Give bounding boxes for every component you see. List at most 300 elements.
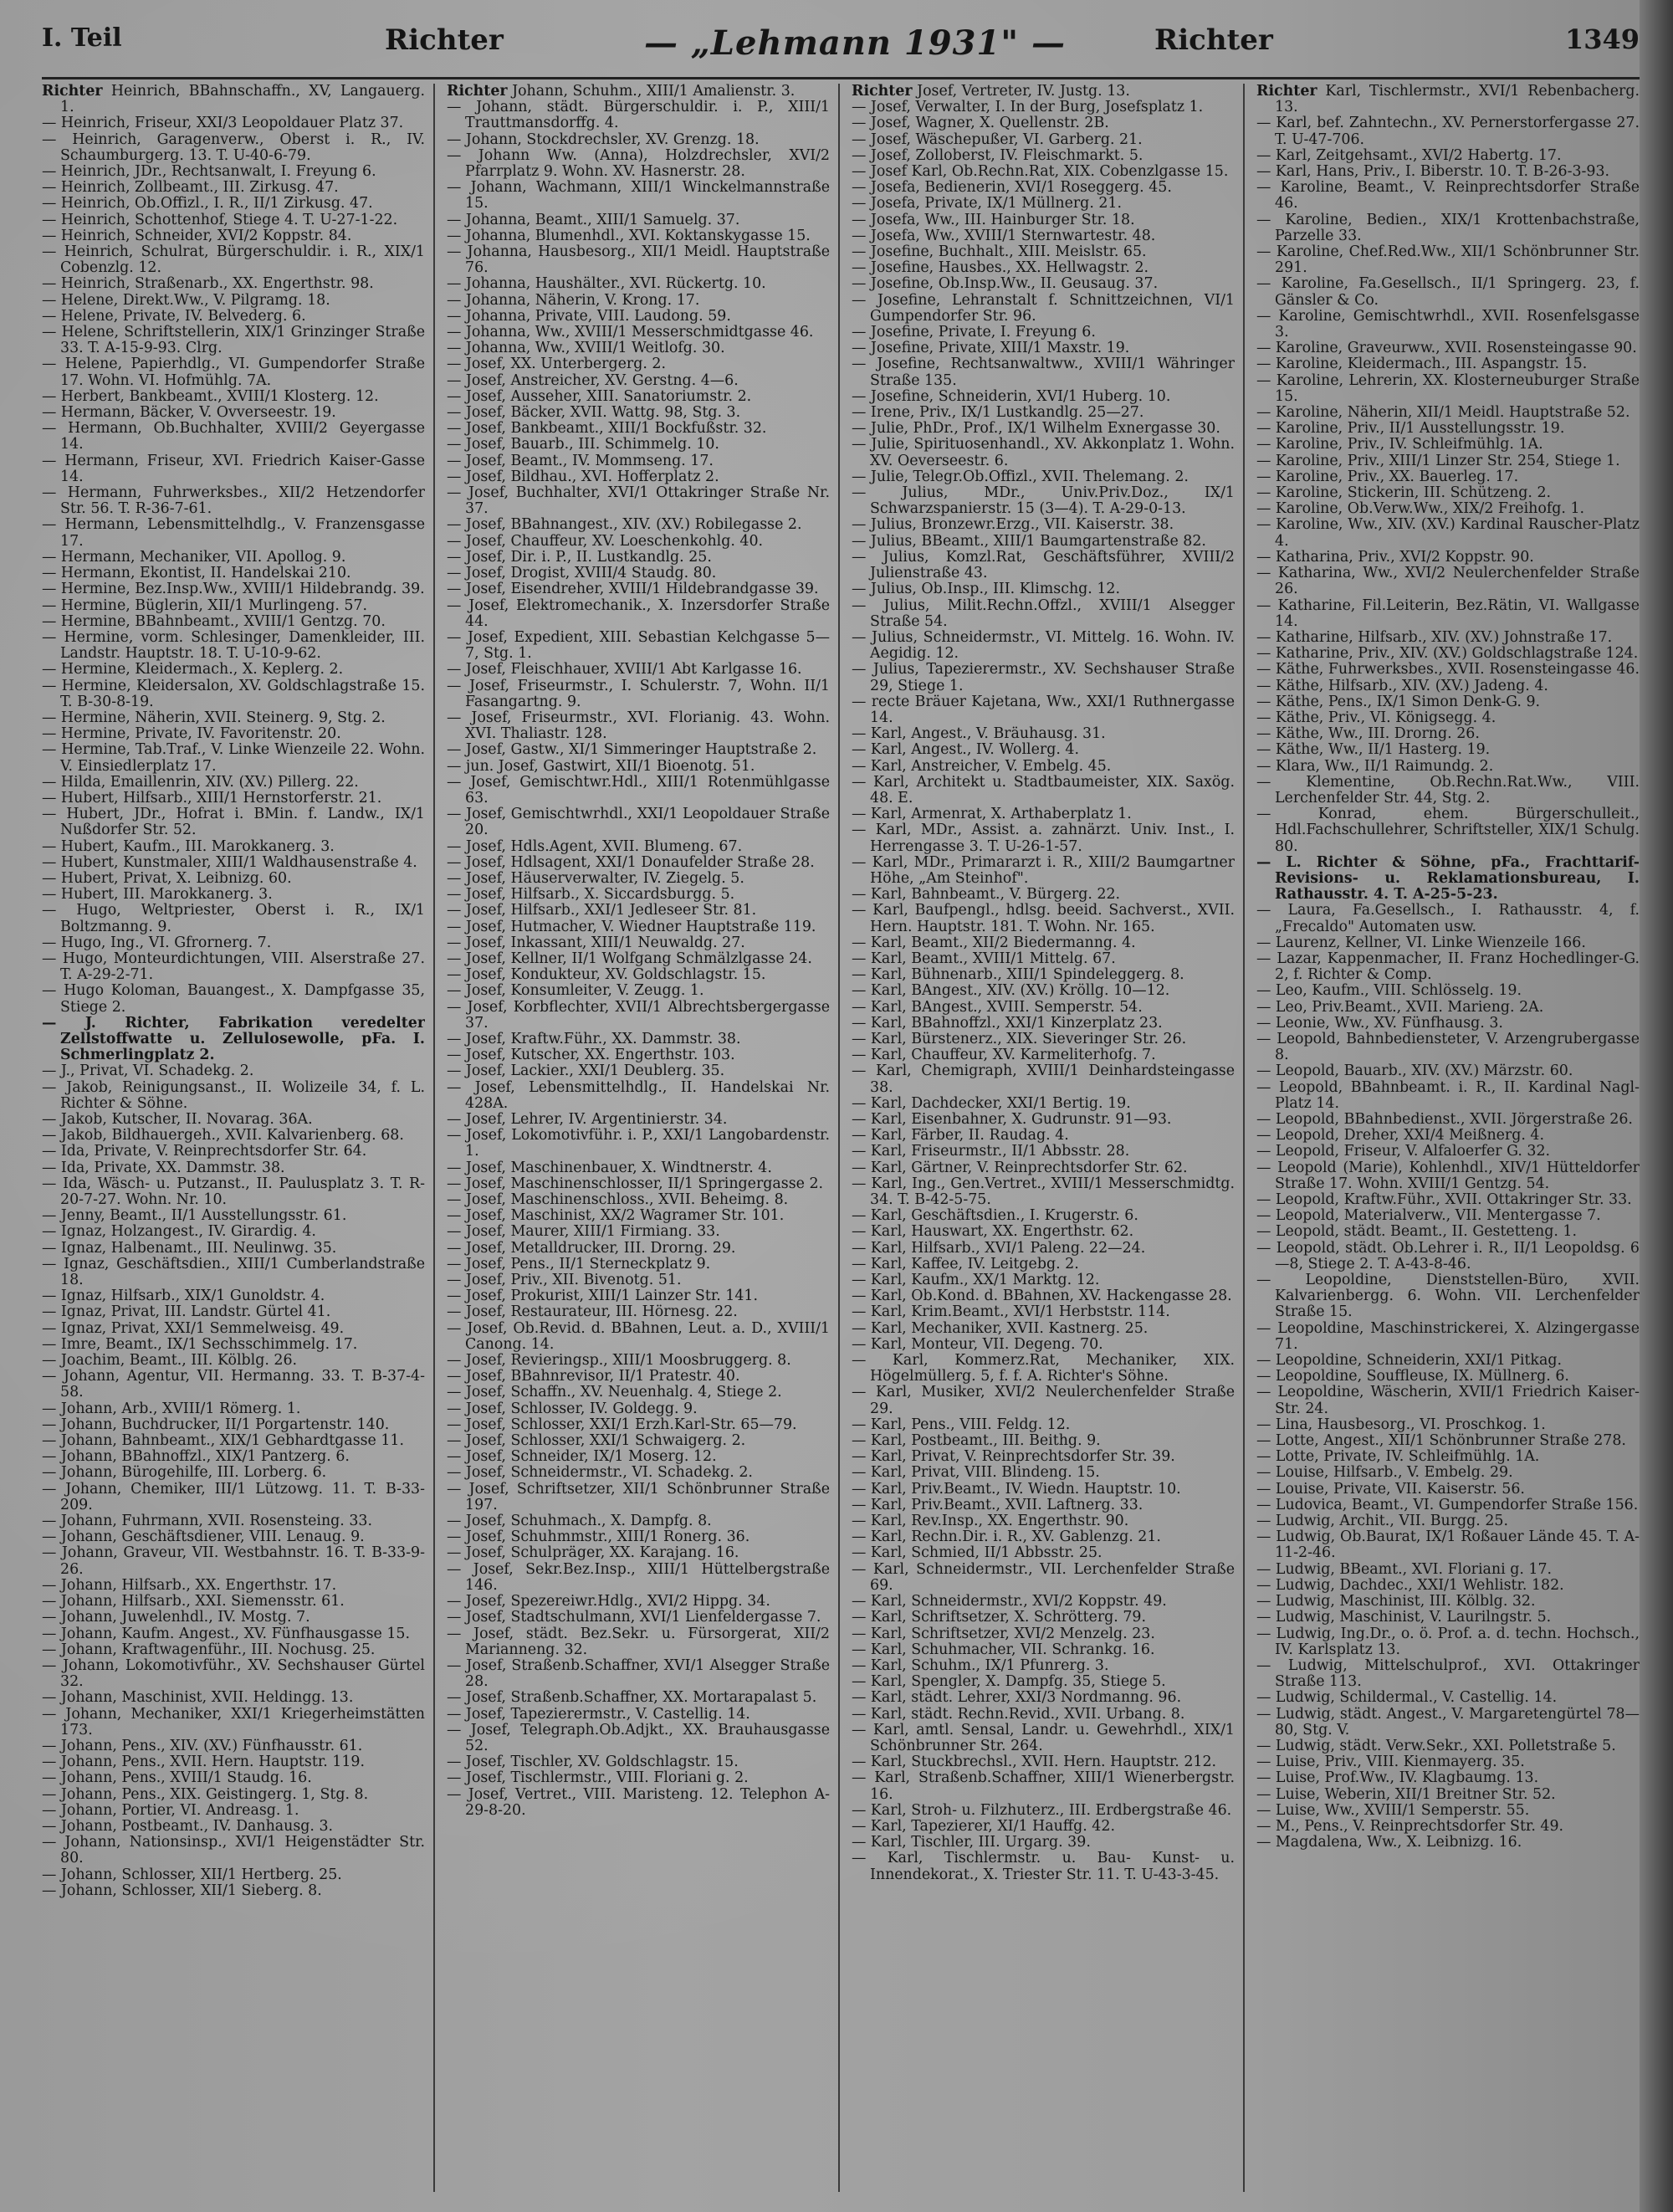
entry-text: — Julius, Tapezierermstr., XV. Sechshauser Straße 29, Stiege 1.: [852, 661, 1235, 694]
directory-entry: [42, 1465, 425, 1481]
directory-entry: [852, 630, 1235, 662]
entry-text: — Karl, Beamt., XVIII/1 Mittelg. 67.: [852, 950, 1116, 967]
directory-entry: [852, 1176, 1235, 1208]
directory-entry: [852, 1385, 1235, 1416]
entry-text: — Leopold, BBahnbedienst., XVII. Jörgerstraße 26.: [1256, 1111, 1633, 1128]
entry-text: — Heinrich, Garagenverw., Oberst i. R., IV. Schaumburgerg. 13. T. U-40-6-79.: [42, 131, 425, 164]
entry-text: — Karl, Anstreicher, V. Embelg. 45.: [852, 757, 1112, 775]
entry-text: — Imre, Beamt., IX/1 Sechsschimmelg. 17.: [42, 1335, 358, 1353]
directory-entry: [447, 421, 830, 437]
entry-text: — Ignaz, Halbenamt., III. Neulinwg. 35.: [42, 1239, 337, 1257]
entry-text: — Hubert, JDr., Hofrat i. BMin. f. Landw., IX/1 Nußdorfer Str. 52.: [42, 806, 425, 839]
directory-entry: [1256, 1353, 1640, 1369]
entry-text: — Johann, Kraftwagenführ., III. Nochusg. 25.: [42, 1641, 376, 1658]
directory-entry: [852, 951, 1235, 967]
directory-entry: [447, 405, 830, 421]
entry-surname: Richter: [447, 84, 508, 100]
directory-entry: [447, 1353, 830, 1369]
directory-entry: [42, 1176, 425, 1208]
entry-text: — Irene, Priv., IX/1 Lustkandlg. 25—27.: [852, 404, 1144, 422]
directory-entry: [852, 822, 1235, 854]
entry-text: — Jakob, Kutscher, II. Novarag. 36A.: [42, 1111, 313, 1128]
directory-entry: [1256, 1433, 1640, 1449]
directory-entry: [447, 1321, 830, 1353]
entry-text: — Josefine, Ob.Insp.Ww., II. Geusaug. 37.: [852, 275, 1159, 293]
directory-entry: [1256, 1562, 1640, 1578]
entry-text: — Josef, Bäcker, XVII. Wattg. 98, Stg. 3.: [447, 404, 741, 422]
entry-text: — Karl, Schneidermstr., XVI/2 Koppstr. 49.: [852, 1593, 1167, 1610]
directory-entry: [42, 405, 425, 421]
column-divider: [1243, 84, 1245, 2192]
directory-entry: [42, 710, 425, 726]
directory-entry: [447, 1304, 830, 1320]
entry-text: — Leonie, Ww., XV. Fünfhausg. 3.: [1256, 1014, 1503, 1032]
entry-text: — Karl, Musiker, XVI/2 Neulerchenfelder Straße 29.: [852, 1384, 1235, 1417]
entry-text: — Karl, Kaufm., XX/1 Marktg. 12.: [852, 1272, 1100, 1289]
directory-entry: [852, 212, 1235, 228]
directory-entry: [447, 356, 830, 372]
entry-text: — Johann, Maschinist, XVII. Heldingg. 13.: [42, 1689, 354, 1707]
entry-text: — Ida, Private, V. Reinprechtsdorfer Str. 64.: [42, 1143, 367, 1160]
directory-entry: [447, 1241, 830, 1257]
directory-entry: [1256, 1498, 1640, 1513]
directory-entry: [1256, 1144, 1640, 1160]
directory-entry: [447, 244, 830, 276]
entry-text: — Ignaz, Privat, III. Landstr. Gürtel 41.: [42, 1303, 331, 1321]
directory-entry: [447, 1112, 830, 1128]
directory-entry: [447, 935, 830, 951]
entry-text: — Josef, Ausseher, XIII. Sanatoriumstr. 2.: [447, 387, 752, 405]
entry-text: — Klara, Ww., II/1 Raimundg. 2.: [1256, 757, 1494, 775]
entry-text: — Johann, Wachmann, XIII/1 Winckelmannstraße 15.: [447, 179, 830, 212]
directory-entry: [447, 1176, 830, 1192]
entry-text: — Josef, Schneider, IX/1 Moserg. 12.: [447, 1448, 717, 1466]
directory-entry: [42, 1321, 425, 1337]
entry-text: — Louise, Hilfsarb., V. Embelg. 29.: [1256, 1464, 1513, 1482]
entry-text: — Leopold, BBahnbeamt. i. R., II. Kardinal Nagl-Platz 14.: [1256, 1078, 1640, 1112]
entry-text: — Josef, Vertret., VIII. Maristeng. 12. Telephon A-29-8-20.: [447, 1785, 830, 1819]
entry-text: — Katharina, Priv., XVI/2 Koppstr. 90.: [1256, 548, 1534, 566]
entry-text: — Ludwig, Maschinist, III. Kölblg. 32.: [1256, 1593, 1536, 1610]
directory-entry: [42, 1482, 425, 1513]
directory-entry: [1256, 469, 1640, 485]
directory-entry: [447, 1160, 830, 1176]
entry-text: — Leopold, städt. Ob.Lehrer i. R., II/1 Leopoldsg. 6—8, Stiege 2. T. A-43-8-46.: [1256, 1239, 1640, 1272]
entry-text: — Julie, Spirituosenhandl., XV. Akkonplatz 1. Wohn. XV. Oeverseestr. 6.: [852, 436, 1235, 469]
entry-text: — Johanna, Beamt., XIII/1 Samuelg. 37.: [447, 211, 740, 228]
entry-text: — Karoline, Ww., XIV. (XV.) Kardinal Rauscher-Platz 4.: [1256, 516, 1640, 550]
entry-text: — Johann, Pens., XIV. (XV.) Fünfhausstr. 61.: [42, 1737, 363, 1754]
directory-entry: [1256, 1465, 1640, 1481]
entry-text: — Hermine, Bez.Insp.Ww., XVIII/1 Hildebrandg. 39.: [42, 581, 425, 598]
directory-entry: [1256, 1707, 1640, 1738]
header-rule: [42, 77, 1640, 79]
entry-text: — Karl, Angest., V. Bräuhausg. 31.: [852, 725, 1106, 743]
entry-text: — Karl, Zeitgehsamt., XVI/2 Habertg. 17.: [1256, 146, 1562, 164]
entry-text: — Ludwig, Maschinist, V. Laurilngstr. 5.: [1256, 1609, 1552, 1626]
directory-entry: [1256, 1080, 1640, 1112]
directory-entry: [852, 1465, 1235, 1481]
directory-entry: [42, 1433, 425, 1449]
entry-text: — Herbert, Bankbeamt., XVIII/1 Klosterg. 12.: [42, 387, 379, 405]
directory-entry: [1256, 148, 1640, 164]
directory-entry: [852, 100, 1235, 115]
directory-entry: [42, 806, 425, 838]
column-divider: [838, 84, 840, 2192]
entry-text: — Josef, Wagner, X. Quellenstr. 2B.: [852, 115, 1109, 132]
entry-text: — Johann, Arb., XVIII/1 Römerg. 1.: [42, 1400, 301, 1417]
entry-text: — Karl, Kommerz.Rat, Mechaniker, XIX. Högelmüllerg. 5, f. f. A. Richter's Söhne.: [852, 1352, 1235, 1385]
directory-entry: [42, 1803, 425, 1819]
entry-text: — Karl, Privat, V. Reinprechtsdorfer Str. 39.: [852, 1448, 1175, 1466]
directory-entry: [852, 935, 1235, 951]
directory-entry: [1256, 1803, 1640, 1819]
directory-entry: [447, 1224, 830, 1240]
entry-text: — Helene, Direkt.Ww., V. Pilgramg. 18.: [42, 291, 330, 309]
entry-text: — J. Richter, Fabrikation veredelter Zellstoffwatte u. Zellulosewolle, pFa. I. Schmerlingplatz 2.: [42, 1014, 425, 1064]
directory-entry: [447, 678, 830, 710]
entry-text: — Luise, Ww., XVIII/1 Semperstr. 55.: [1256, 1801, 1530, 1819]
entry-surname: Richter: [852, 84, 913, 100]
directory-entry: [42, 742, 425, 774]
directory-entry: [447, 276, 830, 292]
entry-text: — Karoline, Priv., II/1 Ausstellungsstr. 19.: [1256, 420, 1565, 438]
directory-entry: [447, 581, 830, 597]
entry-text: — Karl, Kaffee, IV. Leitgebg. 2.: [852, 1255, 1079, 1272]
directory-entry: [42, 1208, 425, 1224]
entry-text: — Karl, Färber, II. Raudag. 4.: [852, 1127, 1069, 1144]
directory-entry: [852, 1047, 1235, 1063]
directory-entry: [447, 1369, 830, 1385]
directory-entry: [852, 534, 1235, 550]
directory-entry: [447, 983, 830, 999]
entry-text: — J., Privat, VI. Schadekg. 2.: [42, 1062, 254, 1080]
directory-entry: [42, 356, 425, 388]
entry-text: — Josef, BBahnrevisor, II/1 Pratestr. 40.: [447, 1368, 740, 1385]
directory-entry: [852, 1000, 1235, 1016]
entry-text: — Josef, Kraftw.Führ., XX. Dammstr. 38.: [447, 1030, 741, 1047]
directory-entry: [852, 517, 1235, 533]
directory-entry: [42, 1594, 425, 1610]
directory-entry: [447, 806, 830, 838]
entry-text: — Hermann, Mechaniker, VII. Apollog. 9.: [42, 548, 346, 566]
directory-entry: [42, 293, 425, 309]
entry-text: — Johann, Kaufm. Angest., XV. Fünfhausgasse 15.: [42, 1625, 410, 1642]
directory-entry: [852, 1353, 1235, 1385]
directory-entry: [852, 903, 1235, 934]
directory-entry: [852, 759, 1235, 775]
entry-text: — Hubert, Privat, X. Leibnizg. 60.: [42, 869, 292, 887]
entry-text: — Heinrich, Schottenhof, Stiege 4. T. U-27-1-22.: [42, 211, 398, 228]
entry-text: — Heinrich, Schneider, XVI/2 Koppstr. 84.: [42, 227, 352, 244]
entry-text: — Karl, Chauffeur, XV. Karmeliterhofg. 7.: [852, 1047, 1156, 1064]
directory-entry: [447, 453, 830, 469]
entry-text: — Lotte, Private, IV. Schleifmühlg. 1A.: [1256, 1448, 1540, 1466]
entry-text: — Karl, Stroh- u. Filzhuterz., III. Erdbergstraße 46.: [852, 1801, 1232, 1819]
entry-text: — Lina, Hausbesorg., VI. Proschkog. 1.: [1256, 1416, 1546, 1433]
entry-text: — Katharine, Hilfsarb., XIV. (XV.) Johnstraße 17.: [1256, 628, 1613, 646]
directory-entry: [447, 309, 830, 325]
directory-entry: [447, 1063, 830, 1079]
directory-entry: [42, 1690, 425, 1706]
entry-text: — Heinrich, Ob.Offizl., I. R., II/1 Zirkusg. 47.: [42, 195, 373, 212]
directory-entry: [447, 967, 830, 983]
entry-text: — Karl, Chemigraph, XVIII/1 Deinhardsteingasse 38.: [852, 1062, 1235, 1096]
directory-entry: [447, 775, 830, 806]
entry-text: — Leopold, Friseur, V. Alfaloerfer G. 32.: [1256, 1143, 1551, 1160]
entry-text: — Karoline, Lehrerin, XX. Klosterneuburger Straße 15.: [1256, 371, 1640, 405]
entry-text: — Jakob, Reinigungsanst., II. Wolizeile 34, f. L. Richter & Söhne.: [42, 1078, 425, 1112]
entry-text: — Hermann, Friseur, XVI. Friedrich Kaiser-Gasse 14.: [42, 452, 425, 485]
directory-entry: [1256, 517, 1640, 549]
entry-text: — Johann, Hilfsarb., XXI. Siemensstr. 61.: [42, 1593, 345, 1610]
directory-entry: [852, 1016, 1235, 1032]
entry-text: — Josef, Häuserverwalter, IV. Ziegelg. 5.: [447, 869, 744, 887]
directory-entry: [1256, 1449, 1640, 1465]
entry-text: — Leopoldine, Maschinstrickerei, X. Alzingergasse 71.: [1256, 1319, 1640, 1353]
entry-text: — Johann, Buchdrucker, II/1 Porgartenstr. 140.: [42, 1416, 390, 1433]
directory-entry: [1256, 276, 1640, 308]
directory-entry: [1256, 1000, 1640, 1016]
entry-text: — Hermine, vorm. Schlesinger, Damenkleider, III. Landstr. Hauptstr. 18. T. U-10-9-62.: [42, 628, 425, 663]
entry-text: — L. Richter & Söhne, pFa., Frachttarif-Revisions- u. Reklamationsbureau, I. Rathausstr. 4. T. A-25-5-23.: [1256, 853, 1640, 904]
entry-text: — Helene, Private, IV. Belvederg. 6.: [42, 307, 306, 325]
entry-text: — Karoline, Graveurww., XVII. Rosensteingasse 90.: [1256, 340, 1637, 357]
directory-entry: [852, 132, 1235, 148]
directory-entry: [1256, 244, 1640, 276]
directory-entry: [42, 726, 425, 742]
directory-entry: [42, 935, 425, 951]
directory-entry: [852, 1707, 1235, 1723]
directory-entry: [852, 1594, 1235, 1610]
directory-entry: [42, 1770, 425, 1786]
directory-entry: [42, 1080, 425, 1112]
entry-text: — Johann, Schlosser, XII/1 Hertberg. 25.: [42, 1866, 342, 1883]
directory-entry: [447, 1272, 830, 1288]
page-edge: [1640, 0, 1673, 2212]
directory-entry: [852, 1288, 1235, 1304]
directory-entry: [447, 1482, 830, 1513]
entry-text: — Karl, Privat, VIII. Blindeng. 15.: [852, 1464, 1100, 1482]
entry-text: — Hubert, Kaufm., III. Marokkanerg. 3.: [42, 837, 335, 855]
entry-text: — Karl, Rechn.Dir. i. R., XV. Gablenzg. 21.: [852, 1528, 1161, 1546]
directory-entry: [1256, 1754, 1640, 1770]
directory-entry: [852, 775, 1235, 806]
entry-text: — Leopold, Bauarb., XIV. (XV.) Märzstr. 60.: [1256, 1062, 1573, 1080]
directory-entry: [447, 1401, 830, 1417]
entry-text: — Johann, Hilfsarb., XX. Engerthstr. 17.: [42, 1576, 337, 1594]
entry-text: — Josef, Schneidermstr., VI. Schadekg. 2.: [447, 1464, 753, 1482]
directory-entry: [42, 1819, 425, 1835]
directory-entry: [852, 1835, 1235, 1851]
entry-text: — Leopoldine, Wäscherin, XVII/1 Friedrich Kaiser-Str. 24.: [1256, 1384, 1640, 1417]
entry-text: — Karl, Rev.Insp., XX. Engerthstr. 90.: [852, 1513, 1129, 1530]
entry-text: — Karl, Bühnenarb., XIII/1 Spindeleggerg. 8.: [852, 966, 1184, 984]
entry-text: — Josef, Kondukteur, XV. Goldschlagstr. 15.: [447, 966, 766, 984]
entry-text: — Karl, Straßenb.Schaffner, XIII/1 Wienerbergstr. 16.: [852, 1769, 1235, 1803]
entry-text: — Karl, Ing., Gen.Vertret., XVIII/1 Messerschmidtg. 34. T. B-42-5-75.: [852, 1175, 1235, 1209]
directory-entry: [42, 1738, 425, 1754]
directory-entry: [42, 309, 425, 325]
directory-entry: [42, 1626, 425, 1642]
entry-text: — Josef, Maschinenschlosser, II/1 Springergasse 2.: [447, 1175, 824, 1192]
entry-text: — Karl, MDr., Primararzt i. R., XIII/2 Baumgartner Höhe, „Am Steinhof".: [852, 853, 1235, 887]
entry-text: — Karl, BAngest., XVIII. Semperstr. 54.: [852, 998, 1143, 1016]
directory-entry: [852, 389, 1235, 405]
directory-entry: [852, 1562, 1235, 1594]
directory-entry: [42, 1787, 425, 1803]
entry-text: — Josef, Ob.Revid. d. BBahnen, Leut. a. D., XVIII/1 Canong. 14.: [447, 1319, 830, 1353]
entry-text: — Johann, Agentur, VII. Hermanng. 33. T. B-37-4-58.: [42, 1368, 425, 1401]
entry-text: — Karl, Schneidermstr., VII. Lerchenfelder Straße 69.: [852, 1560, 1235, 1594]
entry-text: — Karl, Schriftsetzer, XVI/2 Menzelg. 23.: [852, 1625, 1155, 1642]
entry-text: — Julius, Schneidermstr., VI. Mittelg. 16. Wohn. IV. Aegidig. 12.: [852, 628, 1235, 663]
directory-entry: [852, 1449, 1235, 1465]
header-name-right: Richter: [1154, 23, 1273, 57]
entry-text: — Josef, Fleischhauer, XVIII/1 Abt Karlgasse 16.: [447, 661, 802, 678]
entry-text: — Karl, Hilfsarb., XVI/1 Paleng. 22—24.: [852, 1239, 1146, 1257]
entry-text: — Helene, Papierhdlg., VI. Gumpendorfer Straße 17. Wohn. VI. Hofmühlg. 7A.: [42, 356, 425, 389]
directory-entry: [447, 293, 830, 309]
directory-entry: [852, 855, 1235, 887]
directory-entry: [1256, 1160, 1640, 1192]
entry-text: — Leopoldine, Dienststellen-Büro, XVII. Kalvarienbergg. 6. Wohn. VII. Lerchenfelder Straße 15.: [1256, 1272, 1640, 1321]
entry-text: — Josef, Straßenb.Schaffner, XVI/1 Alsegger Straße 28.: [447, 1656, 830, 1691]
entry-text: — Josef, Revieringsp., XIII/1 Moosbruggerg. 8.: [447, 1352, 791, 1370]
entry-text: — Leo, Priv.Beamt., XVII. Marieng. 2A.: [1256, 998, 1544, 1016]
directory-entry: [447, 1000, 830, 1032]
entry-text: — Karl, städt. Rechn.Revid., XVII. Urbang. 8.: [852, 1705, 1185, 1723]
directory-entry: [1256, 855, 1640, 904]
entry-text: — Hermine, Kleidersalon, XV. Goldschlagstraße 15. T. B-30-8-19.: [42, 677, 425, 710]
directory-entry: [42, 196, 425, 212]
entry-text: — Johann, Fuhrmann, XVII. Rosensteing. 33.: [42, 1513, 373, 1530]
directory-entry: [42, 164, 425, 180]
directory-entry: [447, 919, 830, 935]
column-4: [1256, 84, 1640, 2192]
directory-entry: [42, 1754, 425, 1770]
directory-entry: [852, 662, 1235, 694]
entry-text: — Josefa, Private, IX/1 Müllnerg. 21.: [852, 195, 1123, 212]
entry-text: — Josefine, Rechtsanwaltww., XVIII/1 Währinger Straße 135.: [852, 356, 1235, 389]
directory-entry: [1256, 1658, 1640, 1690]
entry-text: — Josef, Wäschepußer, VI. Garberg. 21.: [852, 131, 1143, 148]
directory-entry: [1256, 1272, 1640, 1321]
directory-entry: [1256, 212, 1640, 244]
entry-text: — Hubert, III. Marokkanerg. 3.: [42, 886, 273, 904]
entry-text: — Karl, Mechaniker, XVII. Kastnerg. 25.: [852, 1319, 1149, 1337]
entry-text: — Johanna, Hausbesorg., XII/1 Meidl. Hauptstraße 76.: [447, 243, 830, 277]
directory-entry: [42, 180, 425, 196]
entry-text: — Karoline, Fa.Gesellsch., II/1 Springerg. 23, f. Gänsler & Co.: [1256, 275, 1640, 309]
entry-text: — Julius, Komzl.Rat, Geschäftsführer, XVIII/2 Julienstraße 43.: [852, 548, 1235, 582]
entry-text: — Ludwig, Ob.Baurat, IX/1 Roßauer Lände 45. T. A-11-2-46.: [1256, 1528, 1640, 1562]
directory-entry: [1256, 566, 1640, 597]
entry-text: — Josefa, Ww., XVIII/1 Sternwartestr. 48.: [852, 227, 1156, 244]
directory-entry: [447, 373, 830, 389]
entry-text: — Karl, Architekt u. Stadtbaumeister, XIX. Saxög. 48. E.: [852, 773, 1235, 806]
entry-text: — M., Pens., V. Reinprechtsdorfer Str. 49.: [1256, 1817, 1564, 1835]
directory-entry: [852, 1321, 1235, 1337]
directory-entry: [852, 598, 1235, 630]
directory-entry: [1256, 1835, 1640, 1851]
entry-text: — Karl, Beamt., XII/2 Biedermanng. 4.: [852, 934, 1136, 951]
directory-entry: [852, 405, 1235, 421]
directory-entry: [42, 887, 425, 903]
directory-entry: [447, 1545, 830, 1561]
entry-text: — Karoline, Stickerin, III. Schützeng. 2.: [1256, 484, 1552, 502]
directory-entry: [852, 469, 1235, 485]
entry-text: — Josef, Maurer, XIII/1 Firmiang. 33.: [447, 1223, 720, 1241]
directory-entry: [42, 517, 425, 549]
entry-text: — Josef, Schuhmmstr., XIII/1 Ronerg. 36.: [447, 1528, 750, 1546]
page-number: 1349: [1564, 23, 1640, 55]
entry-text: — Josef, Prokurist, XIII/1 Lainzer Str. 141.: [447, 1288, 759, 1305]
directory-entry: [447, 1610, 830, 1626]
entry-text: — Josefine, Private, I. Freyung 6.: [852, 324, 1096, 341]
directory-entry: [42, 1288, 425, 1304]
directory-entry: [447, 871, 830, 887]
entry-text: — Ludwig, städt. Verw.Sekr., XXI. Polletstraße 5.: [1256, 1737, 1616, 1754]
entry-text: — Käthe, Ww., II/1 Hasterg. 19.: [1256, 741, 1491, 759]
entry-text: — Josefine, Schneiderin, XVI/1 Huberg. 10.: [852, 387, 1171, 405]
entry-text: — Heinrich, Schulrat, Bürgerschuldir. i. R., XIX/1 Cobenzlg. 12.: [42, 243, 425, 277]
directory-entry: [42, 614, 425, 630]
entry-text: — Hubert, Kunstmaler, XIII/1 Waldhausenstraße 4.: [42, 853, 417, 871]
entry-text: — Josef, Inkassant, XIII/1 Neuwaldg. 27.: [447, 934, 745, 951]
entry-text: — Josef, Kutscher, XX. Engerthstr. 103.: [447, 1047, 735, 1064]
entry-text: — Johann, Chemiker, III/1 Lützowg. 11. T. B-33-209.: [42, 1480, 425, 1513]
directory-entry: [447, 1080, 830, 1112]
directory-entry: [42, 630, 425, 662]
directory-entry: [447, 1032, 830, 1047]
entry-text: — Louise, Private, VII. Kaiserstr. 56.: [1256, 1480, 1525, 1498]
directory-entry: [852, 1257, 1235, 1272]
directory-entry: [1256, 662, 1640, 678]
entry-text: — Ignaz, Geschäftsdien., XIII/1 Cumberlandstraße 18.: [42, 1255, 425, 1289]
entry-text: — Hermine, Näherin, XVII. Steinerg. 9, Stg. 2.: [42, 709, 386, 726]
directory-entry: [42, 1016, 425, 1064]
entry-text: — Josef, Spezereiwr.Hdlg., XVI/2 Hippg. 34.: [447, 1593, 770, 1610]
directory-entry: [852, 1272, 1235, 1288]
entry-text: — Karl, Schuhm., IX/1 Pfunrerg. 3.: [852, 1656, 1109, 1674]
entry-text: — Lazar, Kappenmacher, II. Franz Hochedlinger-G. 2, f. Richter & Comp.: [1256, 950, 1640, 984]
columns-container: [42, 84, 1640, 2192]
entry-text: — Ignaz, Hilfsarb., XIX/1 Gunoldstr. 4.: [42, 1288, 325, 1305]
entry-text: — Josefine, Private, XIII/1 Maxstr. 19.: [852, 340, 1130, 357]
directory-entry: [42, 903, 425, 934]
directory-entry: [447, 1529, 830, 1545]
directory-entry: [852, 1208, 1235, 1224]
entry-text: — Josef, Chauffeur, XV. Loeschenkohlg. 40.: [447, 532, 764, 550]
directory-entry: [447, 517, 830, 533]
entry-text: — Johann, Geschäftsdiener, VIII. Lenaug. 9.: [42, 1528, 365, 1546]
entry-text: — Josef, Anstreicher, XV. Gerstng. 4—6.: [447, 371, 739, 389]
directory-entry: [447, 1658, 830, 1690]
directory-entry: [852, 1337, 1235, 1353]
directory-entry: [1256, 806, 1640, 855]
entry-text: — Magdalena, Ww., X. Leibnizg. 16.: [1256, 1834, 1522, 1851]
entry-text: — Karl, Monteur, VII. Degeng. 70.: [852, 1335, 1103, 1353]
entry-text: — Leopold, städt. Beamt., II. Gestetteng. 1.: [1256, 1223, 1577, 1241]
entry-text: — Josef, Verwalter, I. In der Burg, Josefsplatz 1.: [852, 99, 1204, 116]
directory-entry: [852, 1674, 1235, 1690]
entry-text: — Josef, Bildhau., XVI. Hofferplatz 2.: [447, 468, 719, 485]
entry-text: — Karl, Eisenbahner, X. Gudrunstr. 91—93.: [852, 1111, 1172, 1128]
directory-entry: [1256, 1513, 1640, 1529]
entry-text: — Julie, Telegr.Ob.Offizl., XVII. Thelemang. 2.: [852, 468, 1189, 485]
entry-text: — Karl, Dachdecker, XXI/1 Bertig. 19.: [852, 1094, 1131, 1112]
